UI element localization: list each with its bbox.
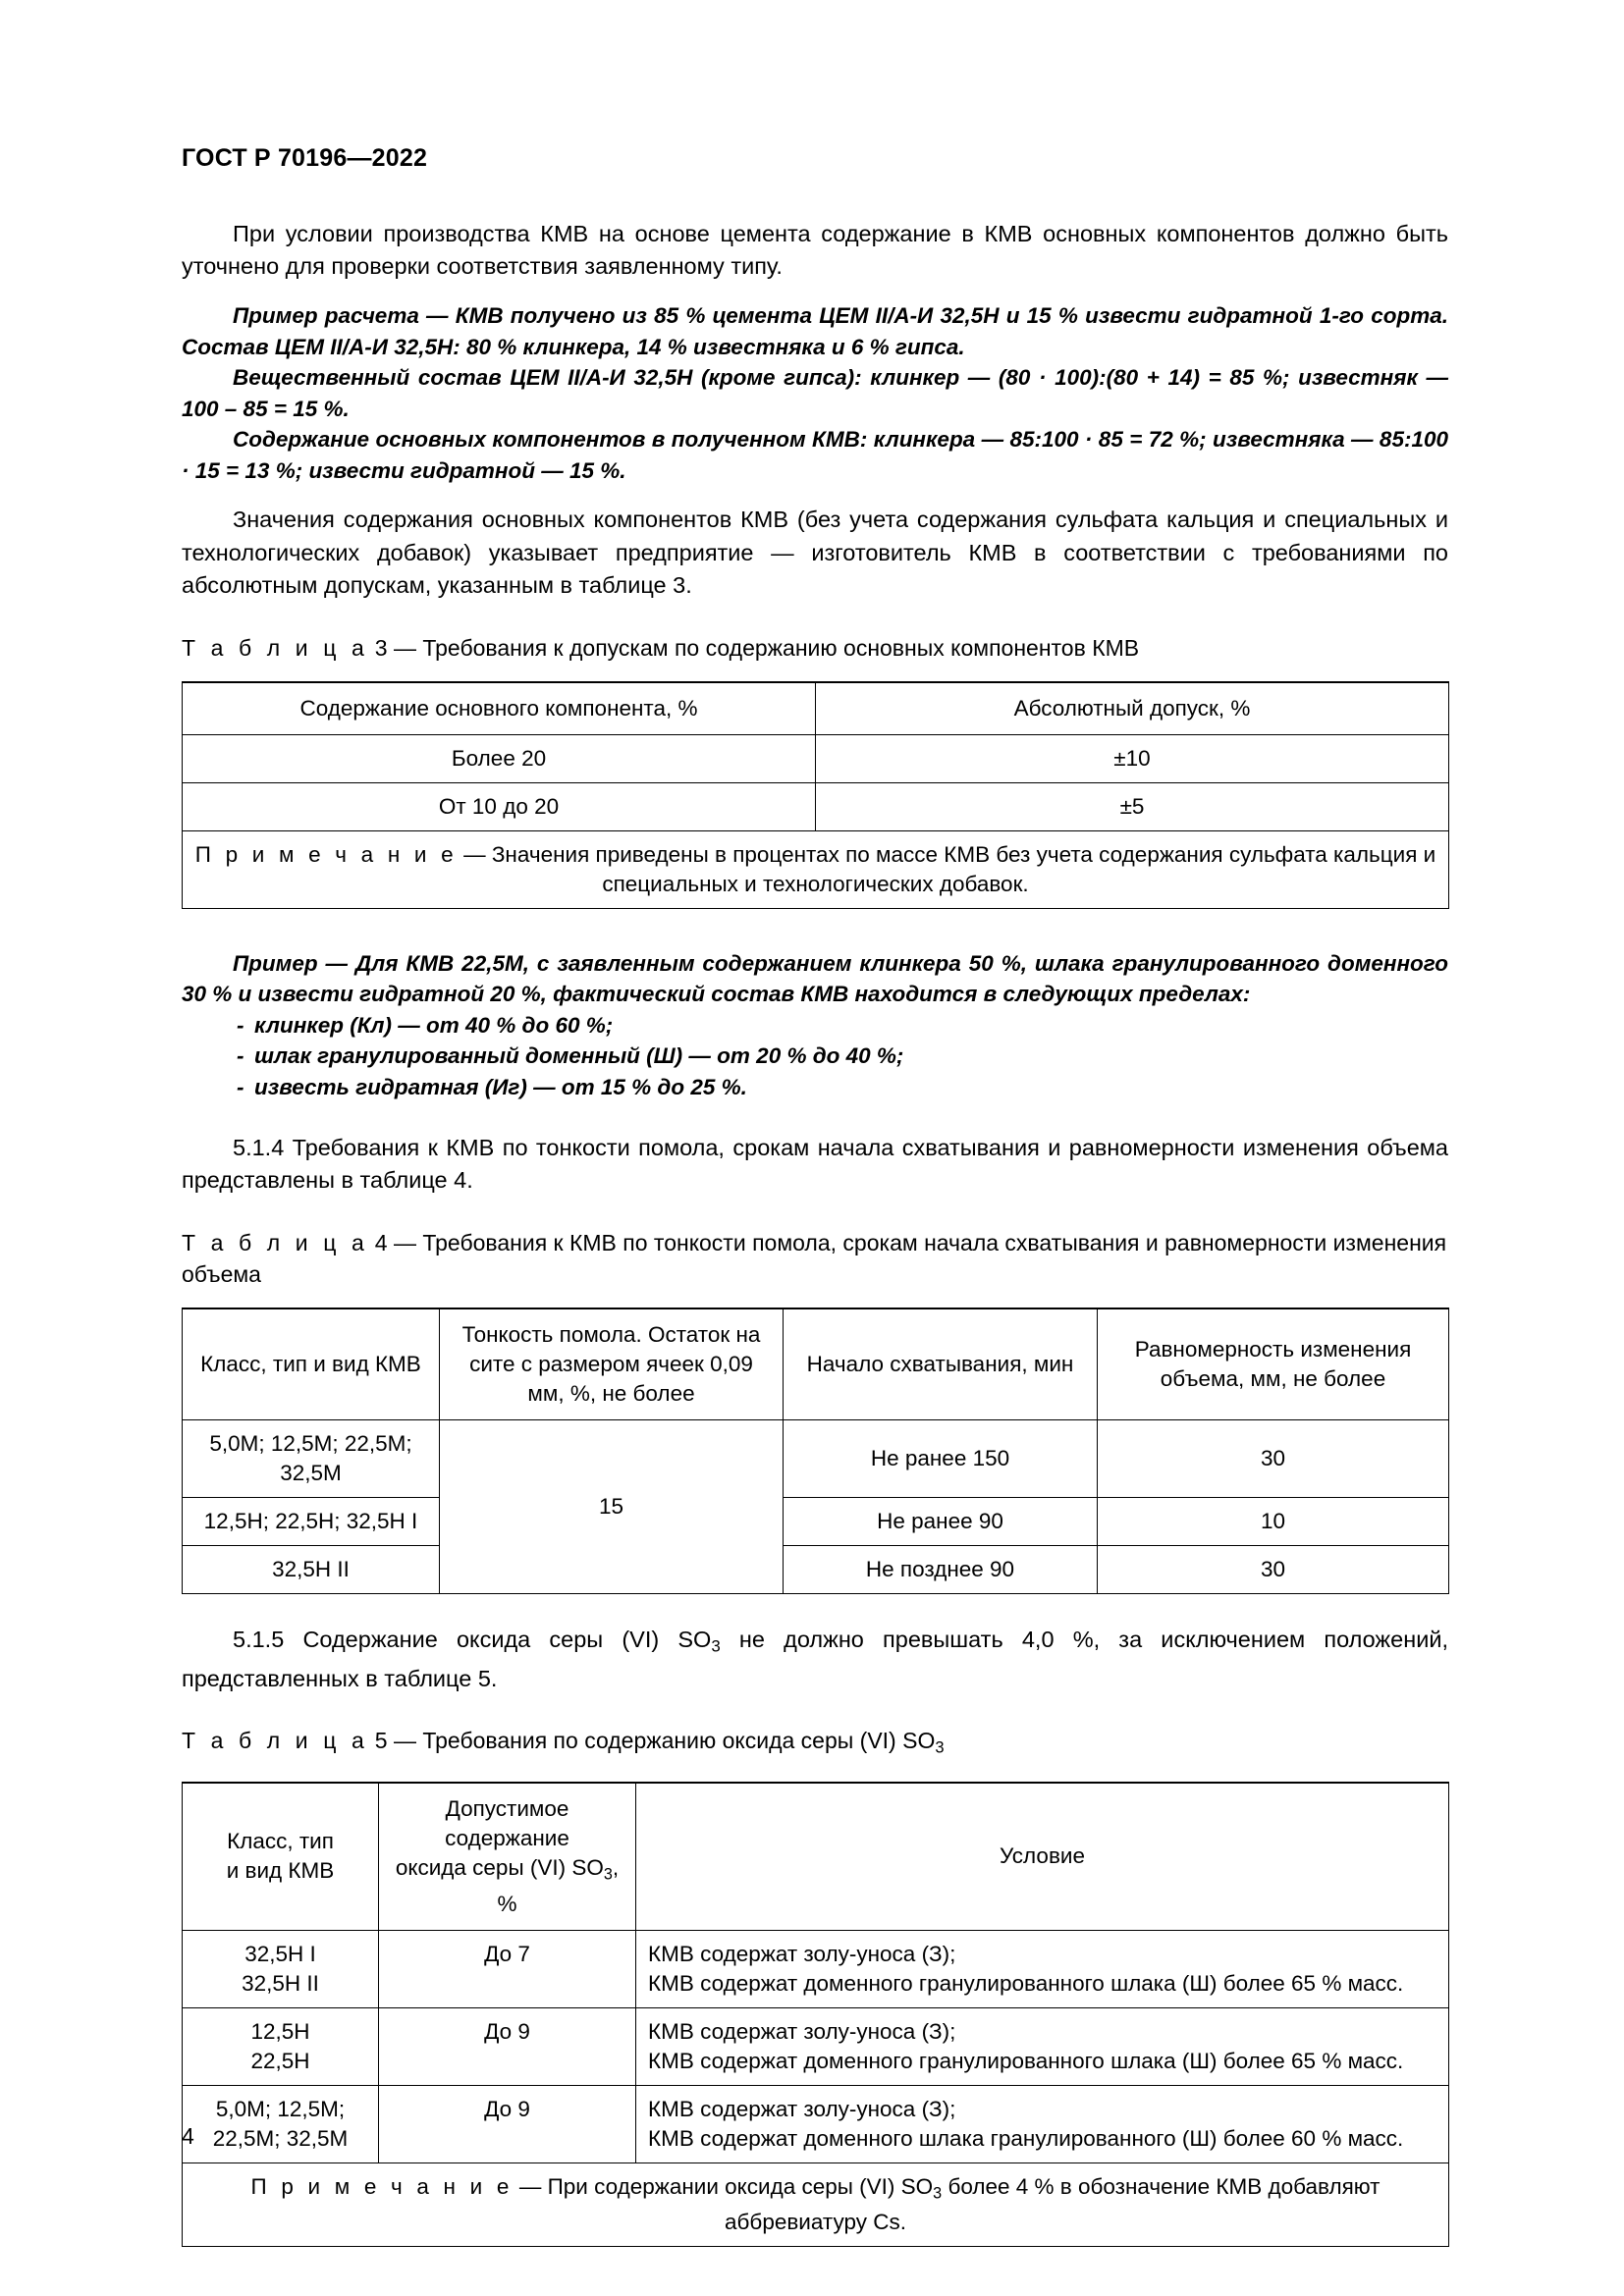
table5-header-class-line2: и вид КМВ [226, 1858, 335, 1884]
page-content [182, 145, 1448, 2247]
table4-header-fineness: Тонкость помола. Остаток на сите с размером ячеек 0,09 мм, %, не более [440, 1308, 784, 1420]
table5-r2-cond-line2: КМВ содержат доменного гранулированного шлака (Ш) более 65 % масс. [648, 2048, 1404, 2073]
table5-r3-cond-line2: КМВ содержат доменного шлака гранулированного (Ш) более 60 % масс. [648, 2125, 1404, 2151]
table5-header-condition: Условие [636, 1783, 1449, 1930]
table-row [183, 2007, 1449, 2085]
clause-5-1-5-pre: 5.1.5 Содержание оксида серы (VI) SO [233, 1626, 712, 1652]
table5-r2-class [183, 2007, 379, 2085]
table3-note-row [183, 830, 1449, 908]
list-item: - шлак гранулированный доменный (Ш) — от 20 % до 40 %; [182, 1041, 1448, 1072]
table5-r1-cond-line2: КМВ содержат доменного гранулированного шлака (Ш) более 65 % масс. [648, 1970, 1404, 1996]
standard-header: ГОСТ Р 70196—2022 [182, 144, 428, 172]
table5-r2-class-line1: 12,5Н [250, 2018, 310, 2044]
so3-subscript: 3 [711, 1636, 721, 1656]
table3-note [183, 830, 1449, 908]
table4-header-volume: Равномерность изменения объема, мм, не более [1098, 1308, 1449, 1420]
clause-5-1-4: 5.1.4 Требования к КМВ по тонкости помола, срокам начала схватывания и равномерности изменения объема представлены в таблице 4. [182, 1135, 1448, 1194]
list-item: - клинкер (Кл) — от 40 % до 60 %; [182, 1010, 1448, 1041]
table4-header-class: Класс, тип и вид КМВ [183, 1308, 440, 1420]
table5-note-post: более 4 % в обозначение КМВ добавляют аббревиатуру Cs. [725, 2173, 1380, 2235]
table3-r2c1: От 10 до 20 [183, 782, 816, 830]
table4-r2-class: 12,5Н; 22,5Н; 32,5Н I [183, 1497, 440, 1545]
table5-r1-class [183, 1930, 379, 2007]
table5-caption-subscript: 3 [935, 1738, 945, 1758]
table5-caption [182, 1725, 1448, 1764]
table5-r3-class-line1: 5,0М; 12,5М; [215, 2096, 346, 2121]
table4-header-row [183, 1308, 1449, 1420]
example-calculation-1: Пример расчета — КМВ получено из 85 % цемента ЦЕМ II/А-И 32,5Н и 15 % извести гидратной 1-го сорта. Состав ЦЕМ II/А-И 32,5Н: 80 % клинкера, 14 % известняка и 6 % гипса. [182, 303, 1448, 359]
example-2-bullet-list [182, 1010, 1448, 1103]
table-row [183, 1497, 1449, 1545]
table-row [183, 1419, 1449, 1497]
table3-caption [182, 632, 1448, 664]
table5-note-subscript: 3 [933, 2184, 943, 2203]
table4-caption [182, 1227, 1448, 1290]
table5-header-content [379, 1783, 636, 1930]
table3-caption-label: Т а б л и ц а [182, 634, 369, 661]
table5-r1-class-line1: 32,5Н I [244, 1941, 316, 1966]
table5-header-class [183, 1783, 379, 1930]
table5-header-content-line2: оксида серы (VI) SO [395, 1855, 604, 1881]
table3-header-row [183, 682, 1449, 735]
table5-r1-content: До 7 [379, 1930, 636, 2007]
table4-r2-volume: 10 [1098, 1497, 1449, 1545]
table5-r2-cond-line1: КМВ содержат золу-уноса (З); [648, 2018, 956, 2044]
table5-note-pre: — При содержании оксида серы (VI) SO [513, 2173, 934, 2199]
table4-fineness-merged: 15 [440, 1419, 784, 1593]
table5-header-content-line1: Допустимое содержание [445, 1796, 569, 1851]
table5-header-content-unit: , % [497, 1855, 620, 1916]
table-row [183, 1930, 1449, 2007]
intro-paragraph: При условии производства КМВ на основе цемента содержание в КМВ основных компонентов должно быть уточнено для проверки соответствия заявленному типу. [182, 220, 1448, 279]
table5-caption-number: 5 [374, 1728, 388, 1754]
table3-header-cell-2: Абсолютный допуск, % [816, 682, 1449, 735]
table5-header-row [183, 1783, 1449, 1930]
list-item: - известь гидратная (Иг) — от 15 % до 25 %. [182, 1072, 1448, 1103]
table5-caption-text: — Требования по содержанию оксида серы (VI) SO [393, 1728, 936, 1754]
table4-r1-setting: Не ранее 150 [784, 1419, 1098, 1497]
table4-header-setting: Начало схватывания, мин [784, 1308, 1098, 1420]
table4-r3-setting: Не позднее 90 [784, 1545, 1098, 1593]
table5-r3-class-line2: 22,5М; 32,5М [212, 2125, 349, 2151]
example-2-intro: Пример — Для КМВ 22,5М, с заявленным содержанием клинкера 50 %, шлака гранулированного доменного 30 % и извести гидратной 20 %, фактический состав КМВ находится в следующих пределах: [182, 950, 1448, 1007]
table5-r3-content: До 9 [379, 2085, 636, 2163]
table5-note-row [183, 2163, 1449, 2247]
page-number: 4 [182, 2123, 194, 2149]
table4-r1-class: 5,0М; 12,5М; 22,5М; 32,5М [183, 1419, 440, 1497]
table3-note-label: П р и м е ч а н и е [194, 841, 458, 867]
table5-r2-content: До 9 [379, 2007, 636, 2085]
table4-caption-number: 4 [374, 1229, 388, 1255]
table4-r2-setting: Не ранее 90 [784, 1497, 1098, 1545]
table3-r2c2: ±5 [816, 782, 1449, 830]
table5-r1-cond-line1: КМВ содержат золу-уноса (З); [648, 1941, 956, 1966]
table-4 [182, 1308, 1449, 1594]
table4-r1-volume: 30 [1098, 1419, 1449, 1497]
table5-r3-class [183, 2085, 379, 2163]
table3-caption-number: 3 [374, 634, 388, 661]
table4-r3-class: 32,5Н II [183, 1545, 440, 1593]
table3-r1c1: Более 20 [183, 734, 816, 782]
table3-caption-text: — Требования к допускам по содержанию основных компонентов КМВ [393, 634, 1140, 661]
table4-r3-volume: 30 [1098, 1545, 1449, 1593]
table5-r2-class-line2: 22,5Н [250, 2048, 310, 2073]
clause-5-1-5 [182, 1624, 1448, 1696]
example-calculation-2: Вещественный состав ЦЕМ II/А-И 32,5Н (кроме гипса): клинкер — (80 · 100):(80 + 14) = 85 %; известняк — 100 – 85 = 15 %. [182, 365, 1448, 421]
table-row [183, 1545, 1449, 1593]
table5-note-label: П р и м е ч а н и е [250, 2173, 514, 2199]
table5-r1-condition [636, 1930, 1449, 2007]
table5-r2-condition [636, 2007, 1449, 2085]
table5-header-subscript: 3 [603, 1865, 613, 1884]
table-3 [182, 681, 1449, 909]
tolerance-paragraph: Значения содержания основных компонентов КМВ (без учета содержания сульфата кальция и специальных и технологических добавок) указывает предприятие — изготовитель КМВ в соответствии с требованиями по абсолютным допускам, указанным в таблице 3. [182, 507, 1448, 599]
table5-caption-label: Т а б л и ц а [182, 1728, 369, 1754]
table3-header-cell-1: Содержание основного компонента, % [183, 682, 816, 735]
example-calculation-3: Содержание основных компонентов в полученном КМВ: клинкера — 85:100 · 85 = 72 %; известняка — 85:100 · 15 = 13 %; извести гидратной — 15 %. [182, 427, 1448, 483]
table5-r1-class-line2: 32,5Н II [242, 1970, 319, 1996]
table4-caption-text: — Требования к КМВ по тонкости помола, срокам начала схватывания и равномерности изменения объема [182, 1229, 1447, 1287]
table-row [183, 734, 1449, 782]
table3-r1c2: ±10 [816, 734, 1449, 782]
table5-header-class-line1: Класс, тип [227, 1829, 334, 1854]
table3-note-text: — Значения приведены в процентах по массе КМВ без учета содержания сульфата кальция и специальных и технологических добавок. [457, 841, 1436, 896]
table-5 [182, 1782, 1449, 2247]
table5-r3-cond-line1: КМВ содержат золу-уноса (З); [648, 2096, 956, 2121]
table-row [183, 2085, 1449, 2163]
table5-r3-condition [636, 2085, 1449, 2163]
clause-5-1-5-post: не должно превышать 4,0 %, за исключением положений, представленных в таблице 5. [182, 1626, 1448, 1691]
table-row [183, 782, 1449, 830]
table5-note [183, 2163, 1449, 2247]
table4-caption-label: Т а б л и ц а [182, 1229, 369, 1255]
